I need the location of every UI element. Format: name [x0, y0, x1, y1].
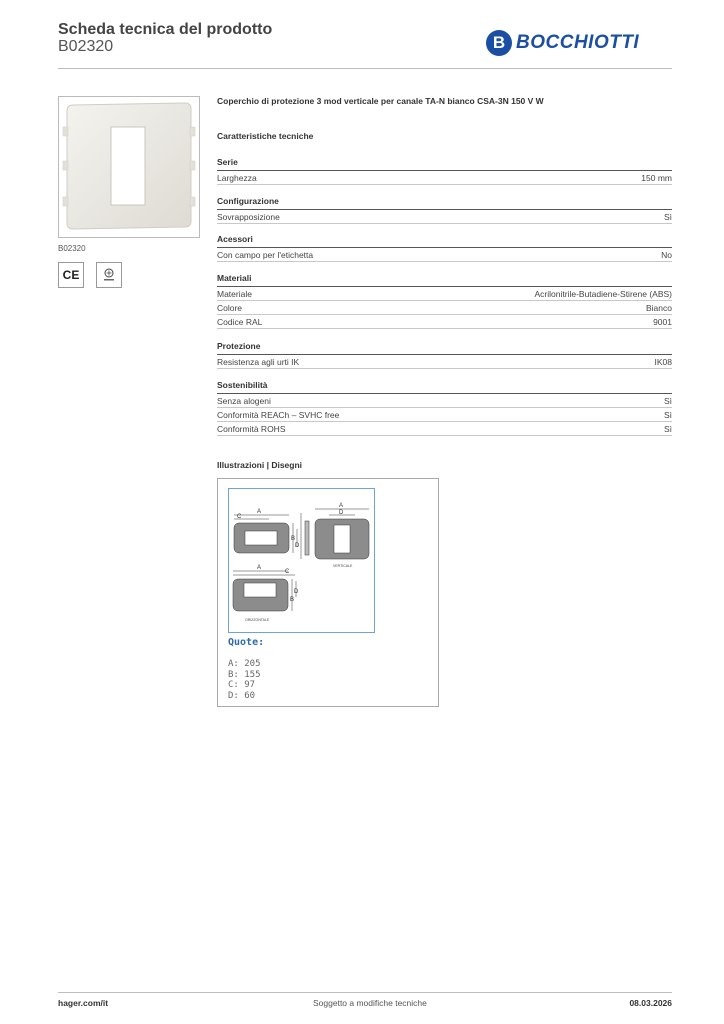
- dimension-drawing: [217, 478, 439, 707]
- spec-label: Conformità REACh – SVHC free: [217, 410, 340, 420]
- section-title: Sostenibilità: [217, 380, 268, 390]
- footer-website-link[interactable]: hager.com/it: [58, 998, 109, 1008]
- spec-section-protezione: [217, 340, 672, 369]
- spec-value: Acrilonitrile-Butadiene-Stirene (ABS): [534, 289, 672, 299]
- spec-row: [217, 394, 672, 408]
- spec-row: [217, 315, 672, 329]
- spec-value: 9001: [653, 317, 672, 327]
- section-title: Serie: [217, 157, 238, 167]
- spec-label: Codice RAL: [217, 317, 263, 327]
- dimension-letter-d: D: [295, 543, 300, 549]
- dimension-letter-b: B: [290, 597, 295, 603]
- dimension-letter-c: C: [285, 569, 290, 575]
- spec-row: [217, 408, 672, 422]
- spec-section-sostenibilita: [217, 379, 672, 436]
- dimension-letter-a: A: [257, 565, 262, 571]
- tech-section-title: Caratteristiche tecniche: [217, 131, 314, 141]
- label-vertical: VERTICALE: [333, 564, 353, 568]
- dimension-letter-d: D: [294, 589, 299, 595]
- spec-value: Bianco: [646, 303, 672, 313]
- dimension-letter-a: A: [257, 509, 262, 515]
- quote-item: D: 60: [228, 690, 256, 701]
- brand-logo: [486, 30, 639, 56]
- spec-value: IK08: [654, 357, 672, 367]
- spec-section-accessori: [217, 233, 672, 262]
- spec-label: Con campo per l'etichetta: [217, 250, 314, 260]
- spec-row: [217, 171, 672, 185]
- label-horizontal: ORIZZONTALE: [245, 618, 270, 622]
- dimension-letter-c: C: [237, 514, 242, 520]
- spec-row: [217, 248, 672, 262]
- quote-item: A: 205: [228, 659, 261, 669]
- spec-row: [217, 287, 672, 301]
- dimension-letter-d: D: [339, 510, 344, 516]
- spec-row: [217, 355, 672, 369]
- quote-item: B: 155: [228, 669, 261, 680]
- spec-value: No: [661, 250, 672, 260]
- spec-value: Sì: [663, 396, 672, 406]
- spec-section-configurazione: [217, 195, 672, 224]
- spec-section-materiali: [217, 272, 672, 329]
- quote-item: C: 97: [228, 680, 256, 690]
- footer-divider: [58, 992, 672, 993]
- spec-label: Materiale: [217, 289, 252, 299]
- brand-mark-icon: B: [486, 30, 512, 56]
- image-caption: B02320: [58, 244, 86, 253]
- section-title: Protezione: [217, 341, 261, 351]
- quote-title: Quote:: [228, 637, 265, 648]
- brand-name: BOCCHIOTTI: [516, 32, 640, 53]
- section-title: Acessori: [217, 234, 253, 244]
- ce-mark-icon: CE: [58, 262, 84, 288]
- spec-row: [217, 301, 672, 315]
- spec-label: Colore: [217, 303, 243, 313]
- drawing-frame: [228, 488, 375, 633]
- spec-value: Sì: [663, 212, 672, 222]
- page-title: Scheda tecnica del prodotto: [58, 21, 273, 38]
- product-code: B02320: [58, 38, 114, 55]
- spec-value: Sì: [663, 410, 672, 420]
- spec-label: Conformità ROHS: [217, 424, 286, 434]
- spec-row: [217, 210, 672, 224]
- header-divider: [58, 68, 672, 69]
- spec-row: [217, 422, 672, 436]
- spec-label: Sovrapposizione: [217, 212, 280, 222]
- product-image: [58, 96, 200, 238]
- cover-plate-illustration: [59, 97, 199, 237]
- spec-label: Larghezza: [217, 173, 257, 183]
- imq-mark-icon: [96, 262, 122, 288]
- product-description: Coperchio di protezione 3 mod verticale per canale TA-N bianco CSA-3N 150 V W: [217, 96, 544, 106]
- quote-list: [228, 659, 261, 701]
- section-title: Materiali: [217, 273, 252, 283]
- section-title: Configurazione: [217, 196, 279, 206]
- footer-note: Soggetto a modifiche tecniche: [313, 998, 427, 1008]
- dimension-letter-a: A: [339, 503, 344, 509]
- illustrations-title: Illustrazioni | Disegni: [217, 460, 303, 470]
- spec-label: Resistenza agli urti IK: [217, 357, 300, 367]
- spec-value: 150 mm: [641, 173, 672, 183]
- footer-date: 08.03.2026: [629, 998, 672, 1008]
- spec-label: Senza alogeni: [217, 396, 271, 406]
- spec-value: Sì: [663, 424, 672, 434]
- dimension-diagram: [229, 489, 374, 632]
- spec-section-serie: [217, 156, 672, 185]
- dimension-letter-b: B: [291, 536, 296, 542]
